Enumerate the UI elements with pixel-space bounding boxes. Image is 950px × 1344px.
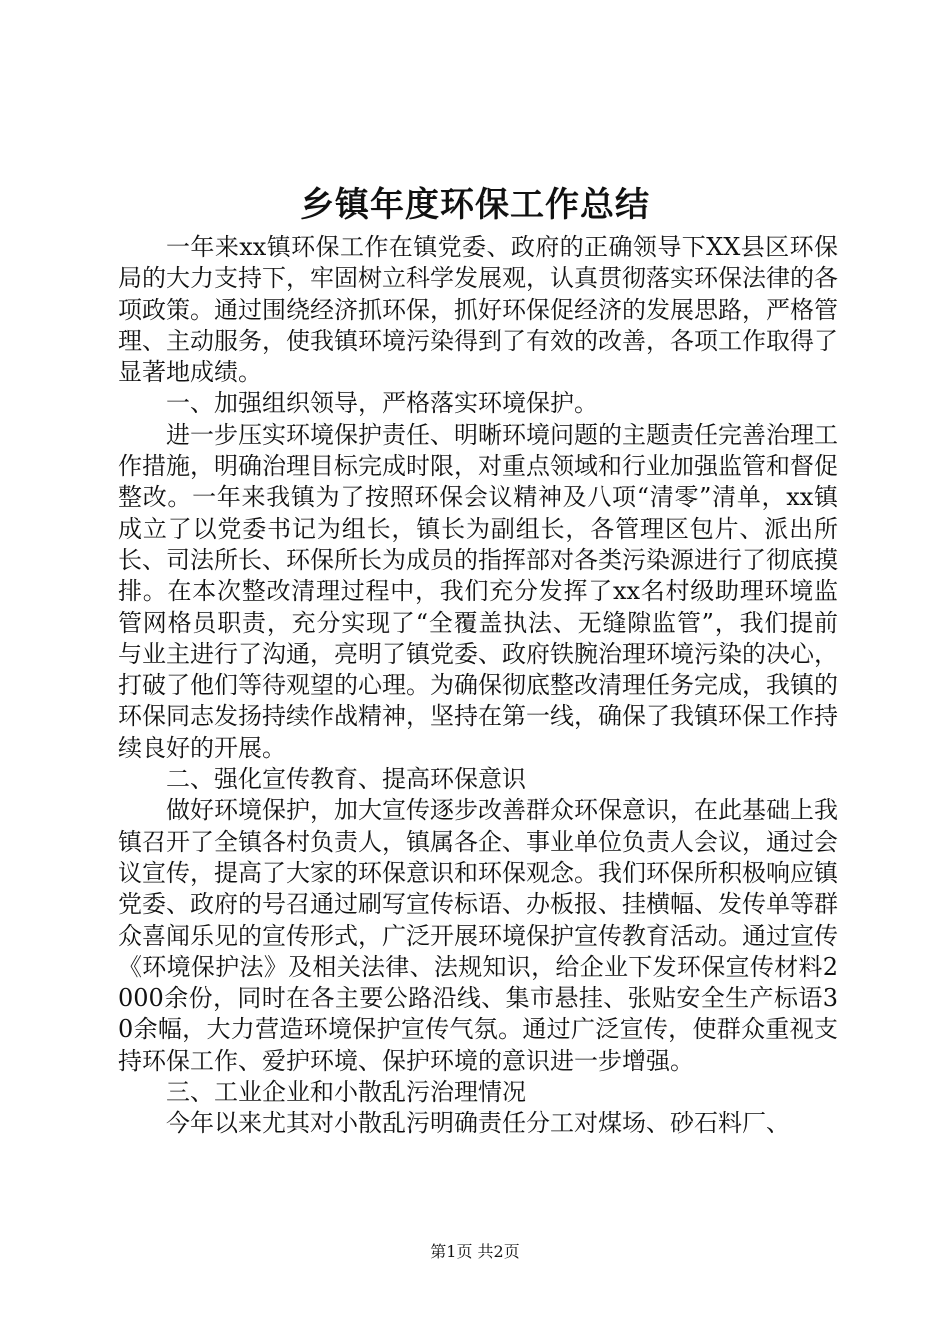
document-title: 乡镇年度环保工作总结: [300, 185, 650, 225]
paragraph-intro: 一年来xx镇环保工作在镇党委、政府的正确领导下XX县区环保局的大力支持下，牢固树立科学发展观，认真贯彻落实环保法律的各项政策。通过围绕经济抓环保，抓好环保促经济的发展思路，严格管理、主动服务，使我镇环境污染得到了有效的改善，各项工作取得了显著地成绩。: [118, 233, 838, 387]
paragraph-section-3: 今年以来尤其对小散乱污明确责任分工对煤场、砂石料厂、: [166, 1109, 790, 1138]
paragraph-section-2: 做好环境保护，加大宣传逐步改善群众环保意识，在此基础上我镇召开了全镇各村负责人，镇属各企、事业单位负责人会议，通过会议宣传，提高了大家的环保意识和环保观念。我们环保所积极响应镇党委、政府的号召通过刷写宣传标语、办板报、挂横幅、发传单等群众喜闻乐见的宣传形式，广泛开展环境保护宣传教育活动。通过宣传《环境保护法》及相关法律、法规知识，给企业下发环保宣传材料2000余份，同时在各主要公路沿线、集市悬挂、张贴安全生产标语30余幅，大力营造环境保护宣传气氛。通过广泛宣传，使群众重视支持环保工作、爱护环境、保护环境的意识进一步增强。: [118, 796, 838, 1075]
section-heading-3: 三、工业企业和小散乱污治理情况: [166, 1078, 526, 1107]
section-heading-2: 二、强化宣传教育、提高环保意识: [166, 765, 526, 794]
paragraph-section-1: 进一步压实环境保护责任、明晰环境问题的主题责任完善治理工作措施，明确治理目标完成时限，对重点领域和行业加强监管和督促整改。一年来我镇为了按照环保会议精神及八项“清零”清单，xx镇成立了以党委书记为组长，镇长为副组长，各管理区包片、派出所长、司法所长、环保所长为成员的指挥部对各类污染源进行了彻底摸排。在本次整改清理过程中，我们充分发挥了xx名村级助理环境监管网格员职责，充分实现了“全覆盖执法、无缝隙监管”，我们提前与业主进行了沟通，亮明了镇党委、政府铁腕治理环境污染的决心，打破了他们等待观望的心理。为确保彻底整改清理任务完成，我镇的环保同志发扬持续作战精神，坚持在第一线，确保了我镇环保工作持续良好的开展。: [118, 420, 838, 762]
document-body: [118, 232, 838, 1140]
page-number-footer: 第1页 共2页: [430, 1242, 520, 1261]
section-heading-1: 一、加强组织领导，严格落实环境保护。: [166, 389, 598, 418]
